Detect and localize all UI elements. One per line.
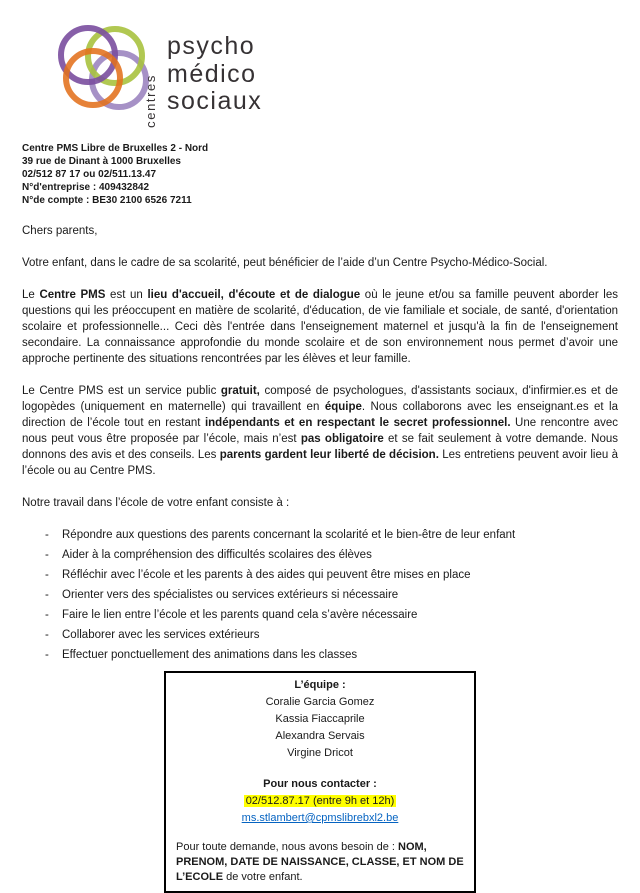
- team-title: L’équipe :: [294, 679, 346, 691]
- list-item: [22, 565, 618, 585]
- letterhead-contact-block: [22, 142, 640, 207]
- cpms-rings-svg: [55, 25, 151, 121]
- logo-wordmark-line: sociaux: [167, 87, 263, 115]
- list-item-text: Aider à la compréhension des difficultés scolaires des élèves: [62, 549, 372, 561]
- org-account-number: N°de compte : BE30 2100 6526 7211: [22, 195, 192, 206]
- team-member: Alexandra Servais: [275, 730, 365, 742]
- dash-marker: -: [45, 569, 49, 581]
- team-member: Kassia Fiaccaprile: [275, 713, 365, 725]
- org-name: Centre PMS Libre de Bruxelles 2 - Nord: [22, 143, 209, 154]
- list-item: [22, 645, 618, 665]
- paragraph-centre-pms-description: Le Centre PMS est un lieu d'accueil, d'écoute et de dialogue où le jeune et/ou sa famille peuvent aborder les questions qui les préoccupent en matière de scolarité, d'éducation, de vie familiale et sociale, de santé, d'orientation scolaire et professionnelle... Ceci dès l'entrée dans l'enseignement maternel et jusqu'à la fin de l'enseignement secondaire. La connaissance approfondie du monde scolaire et de son environnement nous permet d’avoir une approche pertinente des situations rencontrées par les élèves et leur famille.: [22, 289, 618, 365]
- letter-body: [22, 223, 618, 665]
- logo-wordmark-line: médico: [167, 59, 257, 88]
- team-member: Coralie Garcia Gomez: [265, 696, 375, 708]
- intro-paragraph: Votre enfant, dans le cadre de sa scolarité, peut bénéficier de l’aide d’un Centre Psycho-Médico-Social.: [22, 257, 548, 269]
- list-item-text: Réfléchir avec l’école et les parents à des aides qui peuvent être mises en place: [62, 569, 471, 581]
- dash-marker: -: [45, 629, 49, 641]
- team-contact-box: [164, 671, 476, 893]
- contact-title: Pour nous contacter :: [263, 778, 377, 790]
- dash-marker: -: [45, 649, 49, 661]
- list-item-text: Faire le lien entre l’école et les parents quand cela s’avère nécessaire: [62, 609, 418, 621]
- cpms-logo: [55, 25, 640, 128]
- list-item: [22, 585, 618, 605]
- list-item-text: Collaborer avec les services extérieurs: [62, 629, 260, 641]
- logo-wordmark-line: psycho: [167, 32, 256, 60]
- org-address: 39 rue de Dinant à 1000 Bruxelles: [22, 156, 181, 167]
- spacer: [176, 762, 464, 776]
- phone-highlighted: 02/512.87.17 (entre 9h et 12h): [245, 795, 395, 807]
- missions-list: [22, 525, 618, 665]
- dash-marker: -: [45, 549, 49, 561]
- list-item: [22, 525, 618, 545]
- dash-marker: -: [45, 609, 49, 621]
- list-item: [22, 625, 618, 645]
- dash-marker: -: [45, 589, 49, 601]
- team-members: [176, 694, 464, 762]
- phone-line: [176, 793, 464, 810]
- team-member: Virgine Dricot: [287, 747, 353, 759]
- list-item: [22, 605, 618, 625]
- logo-vertical-text: centres: [142, 74, 158, 128]
- list-item-text: Répondre aux questions des parents concernant la scolarité et le bien-être de leur enfant: [62, 529, 516, 541]
- list-item: [22, 545, 618, 565]
- paragraph-service-public: Le Centre PMS est un service public gratuit, composé de psychologues, d'assistants sociaux, d'infirmier.es et de logopèdes (uniquement en maternelle) qui travaillent en équipe. Nous collaborons avec les enseignant.es et la direction de l’école tout en restant indépendants et en respectant le secret professionnel. Une rencontre avec nous peut vous être proposée par l’école, mais n’est pas obligatoire et se fait seulement à votre demande. Nous donnons des avis et des conseils. Les parents gardent leur liberté de décision. Les entretiens peuvent avoir lieu à l’école ou au Centre PMS.: [22, 385, 618, 477]
- list-intro: Notre travail dans l’école de votre enfant consiste à :: [22, 497, 290, 509]
- list-item-text: Orienter vers des spécialistes ou services extérieurs si nécessaire: [62, 589, 399, 601]
- logo-wordmark: [167, 33, 262, 116]
- cpms-rings-icon: [55, 25, 151, 121]
- dash-marker: -: [45, 529, 49, 541]
- list-item-text: Effectuer ponctuellement des animations dans les classes: [62, 649, 358, 661]
- email-link[interactable]: ms.stlambert@cpmslibrebxl2.be: [241, 812, 399, 824]
- salutation: Chers parents,: [22, 225, 98, 237]
- org-enterprise-number: N°d'entreprise : 409432842: [22, 182, 150, 193]
- email-line: [176, 810, 464, 827]
- org-phones: 02/512 87 17 ou 02/511.13.47: [22, 169, 156, 180]
- logo-vertical-text-wrap: [141, 61, 159, 141]
- required-info-note: Pour toute demande, nous avons besoin de : NOM, PRENOM, DATE DE NAISSANCE, CLASSE, ET NOM DE L’ECOLE de votre enfant.: [176, 841, 464, 883]
